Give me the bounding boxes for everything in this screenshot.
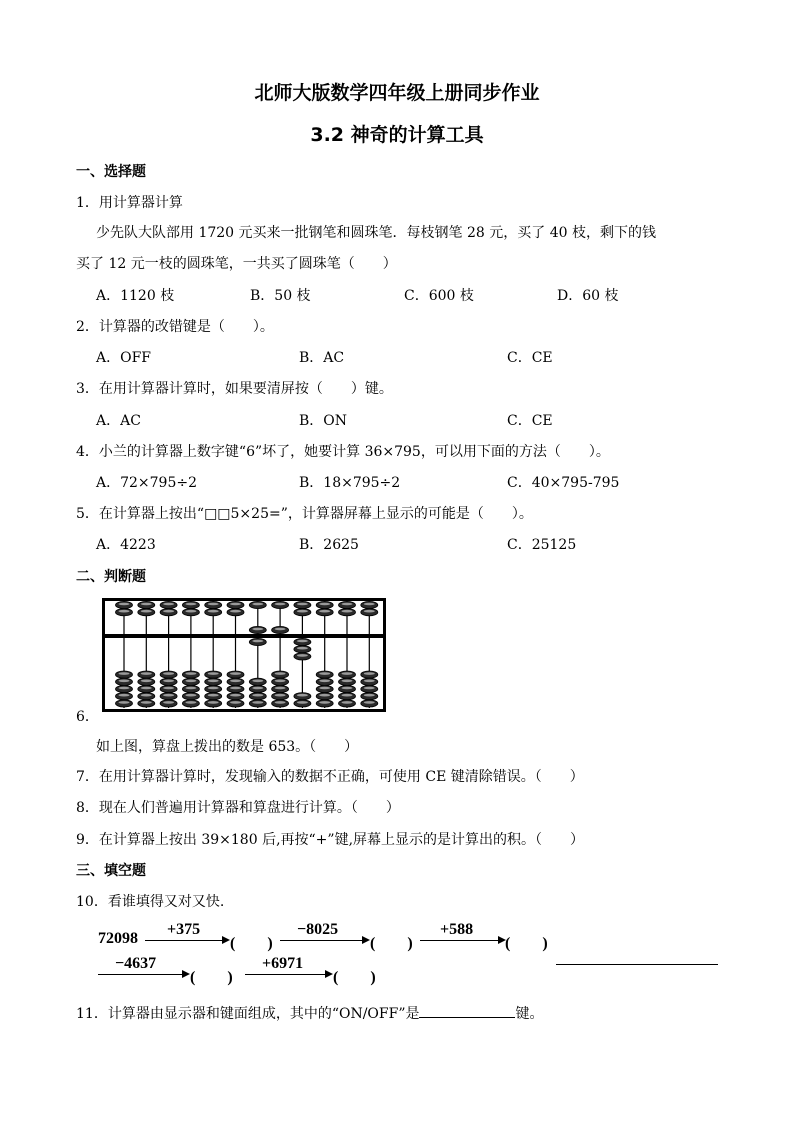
q10-op-1: +375	[167, 921, 201, 938]
q10-arrow-1-line	[145, 940, 222, 941]
question-3-option-b[interactable]: B．ON	[299, 413, 348, 429]
abacus-upper-bead-shine	[364, 603, 375, 606]
question-1-option-c[interactable]: C．600 枝	[404, 288, 474, 304]
abacus-lower-bead-shine	[208, 701, 219, 704]
question-5-stem: 5．在计算器上按出“□□5×25=”，计算器屏幕上显示的可能是（ ）。	[76, 506, 533, 522]
abacus-lower-bead-shine	[163, 694, 174, 697]
question-6-number: 6．	[76, 709, 99, 725]
section-heading-choice: 一、选择题	[76, 164, 146, 180]
abacus-lower-bead-shine	[208, 694, 219, 697]
question-1-line1: 少先队大队部用 1720 元买来一批钢笔和圆珠笔．每枝钢笔 28 元，买了 40 枝，剩下的钱	[96, 225, 656, 241]
abacus-lower-bead-shine	[364, 701, 375, 704]
abacus-lower-bead-shine	[319, 687, 330, 690]
abacus-lower-bead-shine	[230, 694, 241, 697]
abacus-upper-bead-shine	[230, 603, 241, 606]
question-1-stem: 1．用计算器计算	[76, 195, 183, 211]
abacus-upper-bead-shine	[119, 603, 130, 606]
question-8-text: 8．现在人们普遍用计算器和算盘进行计算。（ ）	[76, 800, 400, 816]
abacus-lower-bead-shine	[252, 694, 263, 697]
abacus-upper-bead-shine	[163, 603, 174, 606]
question-11-after: 键。	[515, 1006, 544, 1022]
abacus-lower-bead-shine	[319, 701, 330, 704]
abacus-lower-bead-shine	[141, 694, 152, 697]
abacus-lower-bead-shine	[275, 680, 286, 683]
question-4-option-b[interactable]: B．18×795÷2	[299, 475, 401, 491]
abacus-upper-bead-shine	[141, 610, 152, 613]
abacus-lower-bead-shine	[297, 694, 308, 697]
question-3-option-a[interactable]: A．AC	[96, 413, 141, 429]
page-subtitle: 3.2 神奇的计算工具	[310, 124, 484, 146]
q10-arrow-4-head	[182, 970, 190, 978]
q10-arrow-5-line	[245, 974, 325, 975]
question-4-option-a[interactable]: A．72×795÷2	[96, 475, 198, 491]
abacus-lower-bead-shine	[364, 694, 375, 697]
abacus-lower-bead-shine	[208, 680, 219, 683]
abacus-upper-bead-shine	[163, 610, 174, 613]
abacus-lower-bead-shine	[230, 680, 241, 683]
q10-arrow-3-line	[420, 940, 498, 941]
abacus-lower-bead-shine	[141, 687, 152, 690]
abacus-lower-bead-shine	[342, 687, 353, 690]
question-1-line2: 买了 12 元一枝的圆珠笔，一共买了圆珠笔（ ）	[76, 256, 397, 272]
abacus-lower-bead-shine	[141, 672, 152, 675]
question-1-option-b[interactable]: B．50 枝	[250, 288, 311, 304]
question-3-option-c[interactable]: C．CE	[507, 413, 553, 429]
question-6-text: 如上图，算盘上拨出的数是 653。（ ）	[96, 739, 359, 755]
abacus-lower-bead-shine	[275, 672, 286, 675]
question-2-option-c[interactable]: C．CE	[507, 350, 553, 366]
question-2-stem: 2．计算器的改错键是（ ）。	[76, 319, 274, 335]
abacus-lower-bead-shine	[364, 672, 375, 675]
abacus-lower-bead-shine	[342, 701, 353, 704]
abacus-lower-bead-shine	[297, 647, 308, 650]
q10-blank-1[interactable]: ( )	[230, 935, 273, 952]
question-2-option-b[interactable]: B．AC	[299, 350, 345, 366]
abacus-upper-bead-shine	[185, 603, 196, 606]
abacus-lower-bead-shine	[163, 687, 174, 690]
abacus-lower-bead-shine	[119, 694, 130, 697]
abacus-lower-bead-shine	[185, 694, 196, 697]
question-10-stem: 10．看谁填得又对又快.	[76, 894, 225, 910]
abacus-lower-bead-shine	[119, 680, 130, 683]
abacus-lower-bead-shine	[208, 687, 219, 690]
abacus-lower-bead-shine	[208, 672, 219, 675]
q10-arrow-1-head	[222, 936, 230, 944]
abacus-lower-bead-shine	[252, 640, 263, 643]
question-7-text: 7．在用计算器计算时，发现输入的数据不正确，可使用 CE 键清除错误。（ ）	[76, 769, 584, 785]
q10-blank-2[interactable]: ( )	[370, 935, 413, 952]
q10-op-2: −8025	[297, 921, 339, 938]
abacus-upper-bead-shine	[141, 603, 152, 606]
question-1-option-d[interactable]: D．60 枝	[557, 288, 619, 304]
q10-blank-4[interactable]: ( )	[190, 969, 233, 986]
abacus-lower-bead-shine	[185, 672, 196, 675]
abacus-lower-bead-shine	[141, 701, 152, 704]
abacus-lower-bead-shine	[119, 687, 130, 690]
abacus-lower-bead-shine	[252, 701, 263, 704]
abacus-lower-bead-shine	[230, 701, 241, 704]
abacus-upper-bead-shine	[252, 628, 263, 631]
abacus-lower-bead-shine	[297, 654, 308, 657]
q10-op-5: +6971	[262, 955, 304, 972]
abacus-upper-bead-shine	[342, 603, 353, 606]
abacus-lower-bead-shine	[119, 672, 130, 675]
abacus-upper-bead-shine	[252, 603, 263, 606]
q10-arrow-2-line	[280, 940, 362, 941]
abacus-lower-bead-shine	[119, 701, 130, 704]
abacus-lower-bead-shine	[364, 687, 375, 690]
abacus-lower-bead-shine	[141, 680, 152, 683]
abacus-upper-bead-shine	[230, 610, 241, 613]
abacus-upper-bead-shine	[208, 603, 219, 606]
question-11-text	[76, 1003, 543, 1023]
abacus-lower-bead-shine	[275, 701, 286, 704]
abacus-lower-bead-shine	[163, 672, 174, 675]
abacus-lower-bead-shine	[185, 701, 196, 704]
abacus-image	[102, 598, 386, 712]
abacus-lower-bead-shine	[319, 672, 330, 675]
abacus-upper-bead-shine	[319, 610, 330, 613]
abacus-lower-bead-shine	[163, 680, 174, 683]
abacus-upper-bead-shine	[297, 610, 308, 613]
section-heading-fill: 三、填空题	[76, 863, 146, 879]
abacus-lower-bead-shine	[252, 687, 263, 690]
abacus-upper-bead-shine	[275, 628, 286, 631]
question-3-stem: 3．在用计算器计算时，如果要清屏按（ ）键。	[76, 381, 393, 397]
abacus-upper-bead-shine	[364, 610, 375, 613]
abacus-lower-bead-shine	[163, 701, 174, 704]
abacus-lower-bead-shine	[342, 680, 353, 683]
abacus-upper-bead-shine	[119, 610, 130, 613]
abacus-beam	[105, 634, 383, 638]
abacus-lower-bead-shine	[230, 672, 241, 675]
abacus-lower-bead-shine	[342, 672, 353, 675]
abacus-upper-bead-shine	[297, 603, 308, 606]
question-4-option-c[interactable]: C．40×795-795	[507, 475, 620, 491]
q10-blank-3[interactable]: ( )	[505, 935, 548, 952]
abacus-lower-bead-shine	[230, 687, 241, 690]
question-5-option-a[interactable]: A．4223	[96, 537, 156, 553]
abacus-lower-bead-shine	[275, 694, 286, 697]
abacus-lower-bead-shine	[275, 687, 286, 690]
abacus-upper-bead-shine	[275, 603, 286, 606]
q10-op-4: −4637	[115, 955, 157, 972]
question-9-text: 9．在计算器上按出 39×180 后,再按“+”键,屏幕上显示的是计算出的积。（ ）	[76, 832, 585, 848]
q10-start-number: 72098	[98, 930, 138, 947]
question-5-option-b[interactable]: B．2625	[299, 537, 359, 553]
abacus-lower-bead-shine	[364, 680, 375, 683]
abacus-lower-bead-shine	[185, 680, 196, 683]
q10-blank-5[interactable]: ( )	[333, 969, 376, 986]
abacus-lower-bead-shine	[319, 680, 330, 683]
abacus-lower-bead-shine	[297, 701, 308, 704]
abacus-upper-bead-shine	[342, 610, 353, 613]
question-2-option-a[interactable]: A．OFF	[96, 350, 152, 366]
q10-arrow-2-head	[362, 936, 370, 944]
question-4-stem: 4．小兰的计算器上数字键“6”坏了，她要计算 36×795，可以用下面的方法（ ）。	[76, 444, 610, 460]
section-heading-judgement: 二、判断题	[76, 569, 146, 585]
abacus-lower-bead-shine	[319, 694, 330, 697]
abacus-lower-bead-shine	[252, 680, 263, 683]
question-5-option-c[interactable]: C．25125	[507, 537, 577, 553]
question-11-blank[interactable]	[419, 1003, 515, 1018]
abacus-upper-bead-shine	[185, 610, 196, 613]
q10-arrow-5-head	[325, 970, 333, 978]
q10-arrow-4-line	[98, 974, 182, 975]
abacus-lower-bead-shine	[297, 640, 308, 643]
q10-answer-line	[556, 964, 718, 965]
abacus-upper-bead-shine	[208, 610, 219, 613]
page-title: 北师大版数学四年级上册同步作业	[254, 82, 540, 104]
abacus-upper-bead-shine	[319, 603, 330, 606]
abacus-lower-bead-shine	[342, 694, 353, 697]
question-1-option-a[interactable]: A．1120 枝	[96, 288, 175, 304]
q10-op-3: +588	[440, 921, 474, 938]
abacus-lower-bead-shine	[185, 687, 196, 690]
question-11-before: 11．计算器由显示器和键面组成，其中的“ON/OFF”是	[76, 1006, 420, 1022]
